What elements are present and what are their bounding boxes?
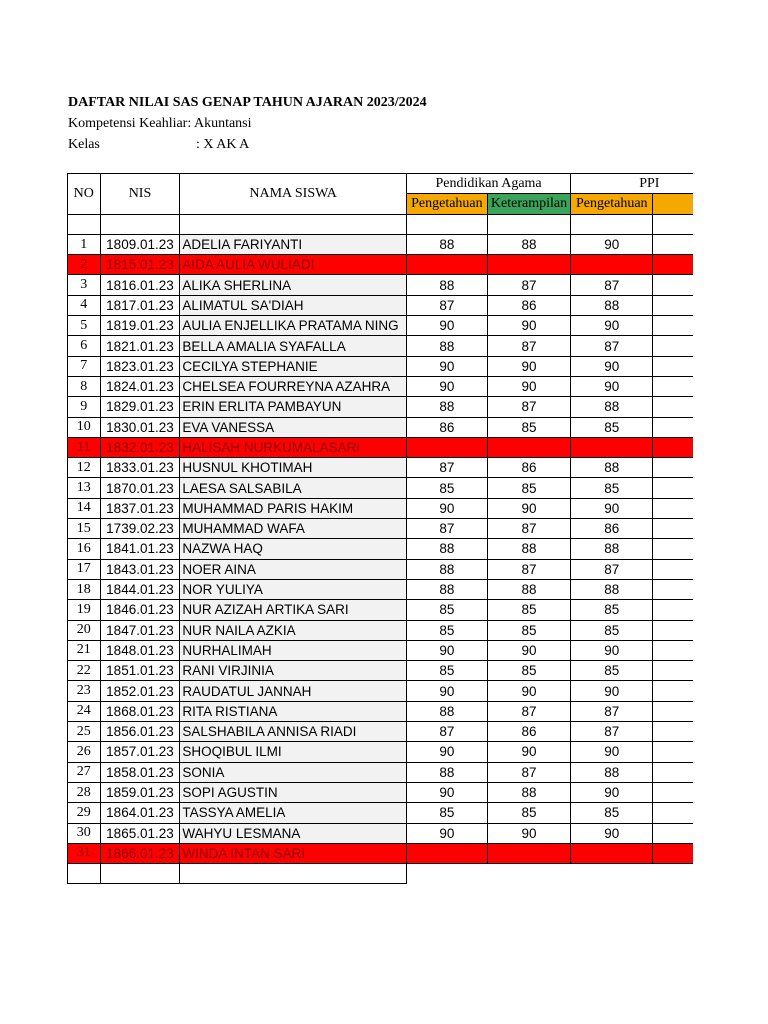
row-keterampilan: 90 (487, 823, 570, 843)
row-nis: 1830.01.23 (100, 417, 180, 437)
row-cut-cell (653, 376, 693, 396)
row-cut-cell (653, 275, 693, 295)
row-no: 7 (68, 356, 101, 376)
table-row (68, 498, 694, 518)
row-pengetahuan: 87 (406, 458, 487, 478)
table-row (68, 803, 694, 823)
row-name: ERIN ERLITA PAMBAYUN (180, 397, 407, 417)
table-row (68, 316, 694, 336)
row-nis: 1843.01.23 (100, 559, 180, 579)
row-cut-cell (653, 762, 693, 782)
row-no: 24 (68, 701, 101, 721)
row-cut-cell (653, 255, 693, 275)
row-no: 3 (68, 275, 101, 295)
col-sub-pengetahuan-2: Pengetahuan (571, 194, 653, 214)
row-pengetahuan-2 (571, 255, 653, 275)
row-name: CHELSEA FOURREYNA AZAHRA (180, 376, 407, 396)
blank-cell (487, 864, 570, 884)
table-row (68, 823, 694, 843)
table-row (68, 742, 694, 762)
row-pengetahuan-2: 90 (571, 681, 653, 701)
row-cut-cell (653, 661, 693, 681)
grades-table (67, 173, 693, 884)
table-row (68, 478, 694, 498)
row-name: HUSNUL KHOTIMAH (180, 458, 407, 478)
row-pengetahuan: 88 (406, 234, 487, 254)
row-pengetahuan-2: 85 (571, 803, 653, 823)
row-name: SALSHABILA ANNISA RIADI (180, 722, 407, 742)
table-row (68, 620, 694, 640)
row-no: 14 (68, 498, 101, 518)
row-keterampilan: 90 (487, 498, 570, 518)
row-pengetahuan-2: 88 (571, 539, 653, 559)
row-no: 10 (68, 417, 101, 437)
row-keterampilan: 86 (487, 295, 570, 315)
row-pengetahuan-2: 90 (571, 234, 653, 254)
row-cut-cell (653, 458, 693, 478)
row-keterampilan: 87 (487, 762, 570, 782)
row-cut-cell (653, 397, 693, 417)
row-pengetahuan-2: 90 (571, 823, 653, 843)
row-pengetahuan: 90 (406, 742, 487, 762)
row-pengetahuan-2: 88 (571, 762, 653, 782)
row-cut-cell (653, 356, 693, 376)
table-row (68, 275, 694, 295)
row-name: ADELIA FARIYANTI (180, 234, 407, 254)
row-keterampilan: 90 (487, 640, 570, 660)
row-pengetahuan-2 (571, 843, 653, 863)
row-no: 25 (68, 722, 101, 742)
table-row (68, 701, 694, 721)
row-name: NURHALIMAH (180, 640, 407, 660)
row-cut-cell (653, 620, 693, 640)
row-pengetahuan (406, 843, 487, 863)
kelas-value: : X AK A (196, 137, 250, 152)
row-keterampilan: 85 (487, 600, 570, 620)
row-cut-cell (653, 539, 693, 559)
row-pengetahuan (406, 255, 487, 275)
row-nis: 1823.01.23 (100, 356, 180, 376)
row-name: WINDA INTAN SARI (180, 843, 407, 863)
row-nis: 1870.01.23 (100, 478, 180, 498)
table-row (68, 661, 694, 681)
row-cut-cell (653, 417, 693, 437)
row-no: 9 (68, 397, 101, 417)
row-no: 26 (68, 742, 101, 762)
row-no: 2 (68, 255, 101, 275)
row-cut-cell (653, 742, 693, 762)
row-pengetahuan: 88 (406, 336, 487, 356)
row-keterampilan: 85 (487, 620, 570, 640)
row-pengetahuan: 90 (406, 356, 487, 376)
row-pengetahuan-2 (571, 437, 653, 457)
table-row (68, 234, 694, 254)
row-pengetahuan-2: 88 (571, 458, 653, 478)
row-nis: 1857.01.23 (100, 742, 180, 762)
table-row (68, 640, 694, 660)
row-name: CECILYA STEPHANIE (180, 356, 407, 376)
row-pengetahuan: 87 (406, 722, 487, 742)
table-row (68, 336, 694, 356)
row-nis: 1815.01.23 (100, 255, 180, 275)
row-no: 13 (68, 478, 101, 498)
row-nis: 1848.01.23 (100, 640, 180, 660)
row-pengetahuan: 85 (406, 478, 487, 498)
row-pengetahuan-2: 87 (571, 559, 653, 579)
row-name: RAUDATUL JANNAH (180, 681, 407, 701)
row-name: NUR NAILA AZKIA (180, 620, 407, 640)
row-keterampilan: 85 (487, 803, 570, 823)
row-name: SOPI AGUSTIN (180, 782, 407, 802)
kompetensi-line: Kompetensi Keahliar: Akuntansi (68, 116, 252, 131)
row-name: BELLA AMALIA SYAFALLA (180, 336, 407, 356)
row-no: 12 (68, 458, 101, 478)
row-keterampilan: 88 (487, 539, 570, 559)
row-nis: 1817.01.23 (100, 295, 180, 315)
row-pengetahuan-2: 87 (571, 336, 653, 356)
row-pengetahuan-2: 88 (571, 295, 653, 315)
row-pengetahuan: 90 (406, 498, 487, 518)
table-row (68, 579, 694, 599)
row-pengetahuan-2: 90 (571, 498, 653, 518)
row-name: AULIA ENJELLIKA PRATAMA NING (180, 316, 407, 336)
row-no: 17 (68, 559, 101, 579)
table-row (68, 295, 694, 315)
row-keterampilan: 90 (487, 316, 570, 336)
row-pengetahuan (406, 437, 487, 457)
row-keterampilan: 87 (487, 559, 570, 579)
row-cut-cell (653, 336, 693, 356)
table-row (68, 519, 694, 539)
row-pengetahuan-2: 85 (571, 417, 653, 437)
table-row (68, 397, 694, 417)
row-pengetahuan: 90 (406, 316, 487, 336)
row-cut-cell (653, 519, 693, 539)
row-name: NOER AINA (180, 559, 407, 579)
row-cut-cell (653, 782, 693, 802)
row-keterampilan: 90 (487, 742, 570, 762)
row-name: EVA VANESSA (180, 417, 407, 437)
row-nis: 1866.01.23 (100, 843, 180, 863)
row-nis: 1739.02.23 (100, 519, 180, 539)
row-name: TASSYA AMELIA (180, 803, 407, 823)
row-no: 19 (68, 600, 101, 620)
row-nis: 1868.01.23 (100, 701, 180, 721)
row-nis: 1865.01.23 (100, 823, 180, 843)
row-cut-cell (653, 701, 693, 721)
table-row (68, 843, 694, 863)
row-cut-cell (653, 722, 693, 742)
row-nis: 1851.01.23 (100, 661, 180, 681)
row-nis: 1847.01.23 (100, 620, 180, 640)
row-nis: 1809.01.23 (100, 234, 180, 254)
row-pengetahuan: 88 (406, 762, 487, 782)
col-sub-pengetahuan: Pengetahuan (406, 194, 487, 214)
row-no: 18 (68, 579, 101, 599)
row-no: 5 (68, 316, 101, 336)
row-pengetahuan-2: 87 (571, 275, 653, 295)
row-nis: 1856.01.23 (100, 722, 180, 742)
row-cut-cell (653, 437, 693, 457)
row-pengetahuan-2: 90 (571, 376, 653, 396)
row-cut-cell (653, 823, 693, 843)
row-pengetahuan-2: 90 (571, 782, 653, 802)
col-header-nama: NAMA SISWA (180, 174, 407, 215)
row-name: MUHAMMAD PARIS HAKIM (180, 498, 407, 518)
row-nis: 1837.01.23 (100, 498, 180, 518)
row-cut-cell (653, 478, 693, 498)
row-cut-cell (653, 640, 693, 660)
row-nis: 1864.01.23 (100, 803, 180, 823)
table-row (68, 600, 694, 620)
row-no: 23 (68, 681, 101, 701)
row-name: MUHAMMAD WAFA (180, 519, 407, 539)
row-pengetahuan-2: 86 (571, 519, 653, 539)
row-pengetahuan: 88 (406, 701, 487, 721)
row-no: 15 (68, 519, 101, 539)
row-cut-cell (653, 600, 693, 620)
row-name: HALISAH NURKUMALASARI (180, 437, 407, 457)
row-cut-cell (653, 316, 693, 336)
row-pengetahuan-2: 87 (571, 722, 653, 742)
row-pengetahuan: 90 (406, 823, 487, 843)
table-row (68, 458, 694, 478)
row-cut-cell (653, 803, 693, 823)
row-cut-cell (653, 843, 693, 863)
row-cut-cell (653, 498, 693, 518)
row-name: RITA RISTIANA (180, 701, 407, 721)
row-pengetahuan-2: 90 (571, 640, 653, 660)
row-pengetahuan: 88 (406, 539, 487, 559)
row-pengetahuan: 90 (406, 782, 487, 802)
row-pengetahuan: 88 (406, 579, 487, 599)
row-pengetahuan: 90 (406, 376, 487, 396)
row-cut-cell (653, 579, 693, 599)
row-pengetahuan: 88 (406, 397, 487, 417)
col-header-no: NO (68, 174, 101, 215)
row-pengetahuan-2: 90 (571, 356, 653, 376)
row-name: ALIKA SHERLINA (180, 275, 407, 295)
row-keterampilan (487, 437, 570, 457)
row-pengetahuan: 85 (406, 600, 487, 620)
table-row (68, 762, 694, 782)
row-no: 31 (68, 843, 101, 863)
row-pengetahuan: 87 (406, 519, 487, 539)
document-title: DAFTAR NILAI SAS GENAP TAHUN AJARAN 2023/2024 (68, 95, 427, 110)
row-keterampilan: 87 (487, 519, 570, 539)
table-row (68, 417, 694, 437)
table-row (68, 782, 694, 802)
row-no: 16 (68, 539, 101, 559)
row-pengetahuan: 88 (406, 275, 487, 295)
row-keterampilan: 85 (487, 478, 570, 498)
row-keterampilan: 87 (487, 701, 570, 721)
table-row (68, 437, 694, 457)
row-nis: 1844.01.23 (100, 579, 180, 599)
row-pengetahuan: 85 (406, 620, 487, 640)
row-pengetahuan-2: 87 (571, 701, 653, 721)
row-no: 6 (68, 336, 101, 356)
row-name: WAHYU LESMANA (180, 823, 407, 843)
row-name: ALIMATUL SA'DIAH (180, 295, 407, 315)
table-row (68, 681, 694, 701)
row-keterampilan: 90 (487, 681, 570, 701)
row-pengetahuan-2: 85 (571, 661, 653, 681)
row-nis: 1841.01.23 (100, 539, 180, 559)
row-pengetahuan-2: 85 (571, 620, 653, 640)
blank-cell (653, 864, 693, 884)
row-cut-cell (653, 295, 693, 315)
empty-row (68, 214, 694, 234)
kelas-line (68, 134, 427, 155)
row-name: RANI VIRJINIA (180, 661, 407, 681)
row-nis: 1821.01.23 (100, 336, 180, 356)
row-keterampilan: 90 (487, 376, 570, 396)
row-pengetahuan: 86 (406, 417, 487, 437)
blank-cell (571, 864, 653, 884)
row-pengetahuan-2: 90 (571, 316, 653, 336)
row-keterampilan (487, 255, 570, 275)
row-keterampilan: 86 (487, 458, 570, 478)
row-pengetahuan: 90 (406, 681, 487, 701)
row-pengetahuan: 90 (406, 640, 487, 660)
row-nis: 1832.01.23 (100, 437, 180, 457)
row-name: SONIA (180, 762, 407, 782)
row-nis: 1833.01.23 (100, 458, 180, 478)
row-nis: 1859.01.23 (100, 782, 180, 802)
table-row (68, 722, 694, 742)
row-keterampilan: 86 (487, 722, 570, 742)
row-keterampilan: 87 (487, 275, 570, 295)
row-no: 29 (68, 803, 101, 823)
table-row (68, 356, 694, 376)
row-no: 1 (68, 234, 101, 254)
row-no: 22 (68, 661, 101, 681)
table-row (68, 559, 694, 579)
row-keterampilan: 87 (487, 397, 570, 417)
row-no: 27 (68, 762, 101, 782)
row-nis: 1824.01.23 (100, 376, 180, 396)
col-group-ppi: PPI (571, 174, 693, 194)
row-name: NOR YULIYA (180, 579, 407, 599)
table-row (68, 539, 694, 559)
row-name: NUR AZIZAH ARTIKA SARI (180, 600, 407, 620)
row-no: 28 (68, 782, 101, 802)
blank-cell (406, 864, 487, 884)
row-name: AIDA AULIA WULIADI (180, 255, 407, 275)
row-nis: 1852.01.23 (100, 681, 180, 701)
col-group-pendidikan-agama: Pendidikan Agama (406, 174, 570, 194)
row-pengetahuan: 85 (406, 661, 487, 681)
row-pengetahuan-2: 85 (571, 478, 653, 498)
row-pengetahuan: 88 (406, 559, 487, 579)
row-keterampilan: 85 (487, 417, 570, 437)
empty-cell (100, 864, 180, 884)
row-pengetahuan-2: 85 (571, 600, 653, 620)
row-pengetahuan-2: 88 (571, 579, 653, 599)
col-sub-keterampilan: Keterampilan (487, 194, 570, 214)
row-nis: 1819.01.23 (100, 316, 180, 336)
row-keterampilan (487, 843, 570, 863)
row-pengetahuan-2: 88 (571, 397, 653, 417)
table-row (68, 255, 694, 275)
row-keterampilan: 90 (487, 356, 570, 376)
row-no: 8 (68, 376, 101, 396)
document-header (68, 92, 427, 155)
kelas-label: Kelas (68, 137, 100, 152)
row-no: 4 (68, 295, 101, 315)
col-header-nis: NIS (100, 174, 180, 215)
row-keterampilan: 87 (487, 336, 570, 356)
empty-cell (180, 864, 407, 884)
row-keterampilan: 88 (487, 782, 570, 802)
row-no: 30 (68, 823, 101, 843)
table-row (68, 376, 694, 396)
row-cut-cell (653, 234, 693, 254)
row-name: SHOQIBUL ILMI (180, 742, 407, 762)
row-no: 21 (68, 640, 101, 660)
row-name: LAESA SALSABILA (180, 478, 407, 498)
grades-sheet (67, 173, 693, 893)
col-sub-cut (653, 194, 693, 214)
row-pengetahuan: 87 (406, 295, 487, 315)
row-keterampilan: 88 (487, 234, 570, 254)
row-nis: 1829.01.23 (100, 397, 180, 417)
row-no: 11 (68, 437, 101, 457)
row-no: 20 (68, 620, 101, 640)
row-keterampilan: 85 (487, 661, 570, 681)
row-keterampilan: 88 (487, 579, 570, 599)
row-cut-cell (653, 559, 693, 579)
row-nis: 1846.01.23 (100, 600, 180, 620)
empty-row (68, 864, 694, 884)
row-pengetahuan: 85 (406, 803, 487, 823)
row-name: NAZWA HAQ (180, 539, 407, 559)
row-nis: 1858.01.23 (100, 762, 180, 782)
empty-cell (68, 864, 101, 884)
row-nis: 1816.01.23 (100, 275, 180, 295)
row-cut-cell (653, 681, 693, 701)
row-pengetahuan-2: 90 (571, 742, 653, 762)
